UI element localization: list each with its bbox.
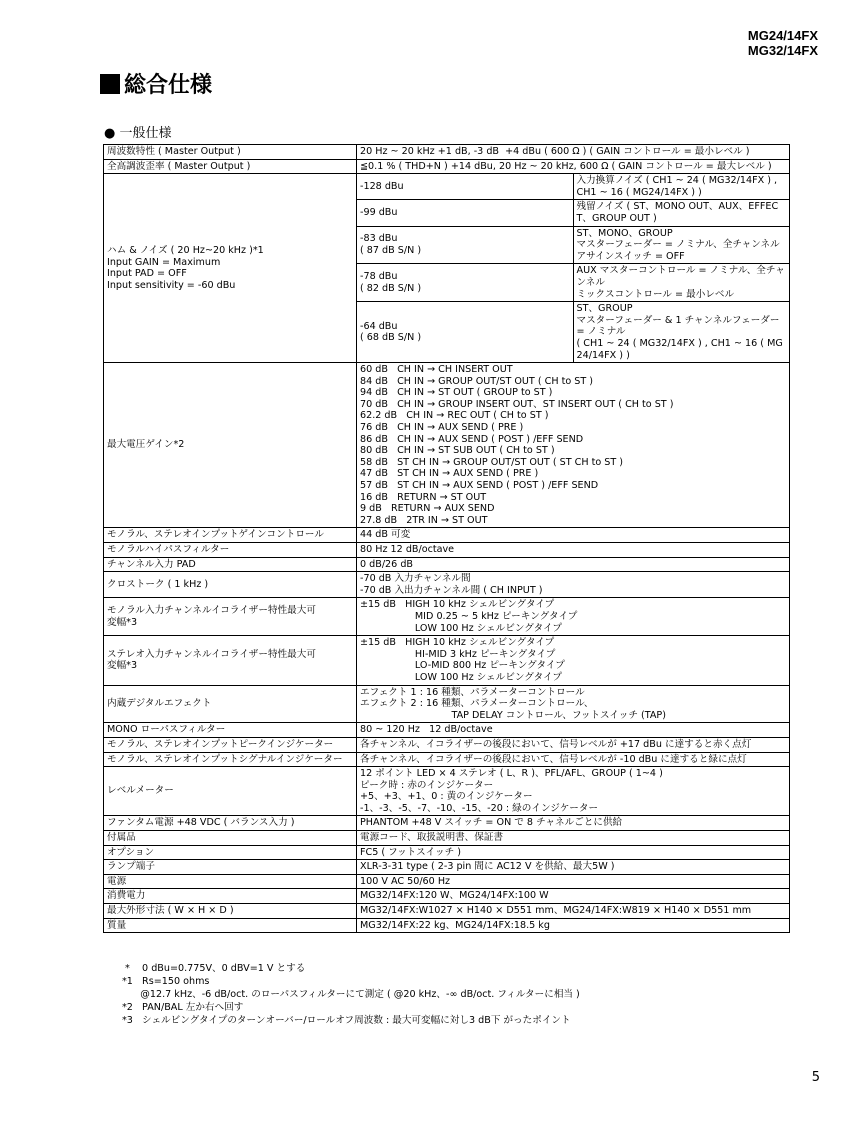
table-row [104,598,790,636]
table-row [104,767,790,816]
square-bullet-icon [100,74,120,94]
row-label: モノラル、ステレオインプットシグナルインジケーター [104,752,357,767]
row-value: XLR-3-31 type ( 2-3 pin 間に AC12 V を供給、最大5W ) [357,860,790,875]
row-value: MG32/14FX:120 W、MG24/14FX:100 W [357,889,790,904]
footnotes: * 0 dBu=0.775V、0 dBV=1 V とする *1 Rs=150 ohms @12.7 kHz、-6 dB/oct. のローパスフィルターにて測定 ( @20 kHz、-∞ dB/oct. フィルターに相当 ) *2 PAN/BAL 左か右へ回す *3 シェルビングタイプのターンオーバー/ロールオフ周波数 : 最大可変幅に対し3 dB下 がったポイント [122,963,580,1026]
row-label: 付属品 [104,831,357,846]
row-value: PHANTOM +48 V スイッチ = ON で 8 チャネルごとに供給 [357,816,790,831]
page-number: 5 [811,1070,820,1085]
row-value: 各チャンネル、イコライザーの後段において、信号レベルが -10 dBu に達すると緑に点灯 [357,752,790,767]
row-value: 0 dB/26 dB [357,557,790,572]
table-row [104,737,790,752]
row-value: エフェクト 1 : 16 種類、パラメーターコントロール エフェクト 2 : 16 種類、パラメーターコントロール、 TAP DELAY コントロール、フットスイッチ (TAP) [357,685,790,723]
noise-level: -78 dBu ( 82 dB S/N ) [357,264,574,302]
table-row [104,145,790,160]
row-label: 消費電力 [104,889,357,904]
spec-table [103,144,790,933]
row-label: ハム & ノイズ ( 20 Hz~20 kHz )*1 Input GAIN = Maximum Input PAD = OFF Input sensitivity = -60 dBu [104,174,357,363]
table-row [104,572,790,598]
row-value: 20 Hz ~ 20 kHz +1 dB, -3 dB +4 dBu ( 600 Ω ) ( GAIN コントロール = 最小レベル ) [357,145,790,160]
row-label: モノラル入力チャンネルイコライザー特性最大可 変幅*3 [104,598,357,636]
row-label: チャンネル入力 PAD [104,557,357,572]
row-label: モノラル、ステレオインプットゲインコントロール [104,528,357,543]
table-row [104,543,790,558]
row-label: 周波数特性 ( Master Output ) [104,145,357,160]
table-row [104,174,790,200]
row-value: 100 V AC 50/60 Hz [357,874,790,889]
row-label: モノラルハイパスフィルター [104,543,357,558]
table-row [104,874,790,889]
row-value: ±15 dB HIGH 10 kHz シェルビングタイプ MID 0.25 ~ 5 kHz ピーキングタイプ LOW 100 Hz シェルビングタイプ [357,598,790,636]
row-value: 80 Hz 12 dB/octave [357,543,790,558]
row-value: 44 dB 可変 [357,528,790,543]
noise-desc: ST、GROUP マスターフェーダー & 1 チャンネルフェーダー = ノミナル ( CH1 ~ 24 ( MG32/14FX ) , CH1 ~ 16 ( MG24/14FX ) ) [573,302,790,363]
row-label: ランプ端子 [104,860,357,875]
row-label: 全高調波歪率 ( Master Output ) [104,159,357,174]
row-value: 60 dB CH IN → CH INSERT OUT 84 dB CH IN → GROUP OUT/ST OUT ( CH to ST ) 94 dB CH IN → ST OUT ( GROUP to ST ) 70 dB CH IN → GROUP INSERT OUT、ST INSERT OUT ( CH to ST ) 62.2 dB CH IN → REC OUT ( CH to ST ) 76 dB CH IN → AUX SEND ( PRE ) 86 dB CH IN → AUX SEND ( POST ) /EFF SEND 80 dB CH IN → ST SUB OUT ( CH to ST ) 58 dB ST CH IN → GROUP OUT/ST OUT ( ST CH to ST ) 47 dB ST CH IN → AUX SEND ( PRE ) 57 dB ST CH IN → AUX SEND ( POST ) /EFF SEND 16 dB RETURN → ST OUT 9 dB RETURN → AUX SEND 27.8 dB 2TR IN → ST OUT [357,363,790,528]
noise-desc: AUX マスターコントロール = ノミナル、全チャンネル ミックスコントロール = 最小レベル [573,264,790,302]
row-label: オプション [104,845,357,860]
table-row [104,752,790,767]
table-row [104,816,790,831]
noise-level: -64 dBu ( 68 dB S/N ) [357,302,574,363]
row-value: 12 ポイント LED × 4 ステレオ ( L、R )、PFL/AFL、GROUP ( 1~4 ) ピーク時 : 赤のインジケーター +5、+3、+1、0 : 黄のインジケーター -1、-3、-5、-7、-10、-15、-20 : 緑のインジケーター [357,767,790,816]
table-row [104,889,790,904]
table-row [104,860,790,875]
table-row [104,918,790,933]
noise-level: -99 dBu [357,200,574,226]
row-label: モノラル、ステレオインプットピークインジケーター [104,737,357,752]
row-label: MONO ローパスフィルター [104,723,357,738]
table-row [104,685,790,723]
row-label: 内蔵デジタルエフェクト [104,685,357,723]
noise-level: -83 dBu ( 87 dB S/N ) [357,226,574,264]
row-value: 80 ~ 120 Hz 12 dB/octave [357,723,790,738]
noise-desc: ST、MONO、GROUP マスターフェーダー = ノミナル、全チャンネルアサインスイッチ = OFF [573,226,790,264]
table-row [104,557,790,572]
table-row [104,845,790,860]
page-title [100,68,212,99]
table-row [104,159,790,174]
section-heading: ● 一般仕様 [104,126,172,141]
row-label: レベルメーター [104,767,357,816]
row-value: 各チャンネル、イコライザーの後段において、信号レベルが +17 dBu に達すると赤く点灯 [357,737,790,752]
model-line-1: MG24/14FX [747,28,818,43]
table-row [104,363,790,528]
table-row [104,904,790,919]
noise-desc: 残留ノイズ ( ST、MONO OUT、AUX、EFFECT、GROUP OUT ) [573,200,790,226]
row-label: クロストーク ( 1 kHz ) [104,572,357,598]
row-label: 電源 [104,874,357,889]
row-value: FC5 ( フットスイッチ ) [357,845,790,860]
row-value: MG32/14FX:22 kg、MG24/14FX:18.5 kg [357,918,790,933]
table-row [104,528,790,543]
model-header [748,28,818,58]
row-value: -70 dB 入力チャンネル間 -70 dB 入出力チャンネル間 ( CH INPUT ) [357,572,790,598]
noise-level: -128 dBu [357,174,574,200]
row-value: MG32/14FX:W1027 × H140 × D551 mm、MG24/14FX:W819 × H140 × D551 mm [357,904,790,919]
table-row [104,636,790,685]
row-value: ≦0.1 % ( THD+N ) +14 dBu, 20 Hz ~ 20 kHz, 600 Ω ( GAIN コントロール = 最大レベル ) [357,159,790,174]
row-label: 最大電圧ゲイン*2 [104,363,357,528]
page-title-text: 総合仕様 [124,73,213,98]
table-row [104,723,790,738]
row-value: 電源コード、取扱説明書、保証書 [357,831,790,846]
model-line-2: MG32/14FX [747,43,818,58]
row-label: 質量 [104,918,357,933]
row-value: ±15 dB HIGH 10 kHz シェルビングタイプ HI-MID 3 kHz ピーキングタイプ LO-MID 800 Hz ピーキングタイプ LOW 100 Hz シェルビングタイプ [357,636,790,685]
row-label: ステレオ入力チャンネルイコライザー特性最大可 変幅*3 [104,636,357,685]
row-label: ファンタム電源 +48 VDC ( バランス入力 ) [104,816,357,831]
row-label: 最大外形寸法 ( W × H × D ) [104,904,357,919]
noise-desc: 入力換算ノイズ ( CH1 ~ 24 ( MG32/14FX ) , CH1 ~ 16 ( MG24/14FX ) ) [573,174,790,200]
table-row [104,831,790,846]
